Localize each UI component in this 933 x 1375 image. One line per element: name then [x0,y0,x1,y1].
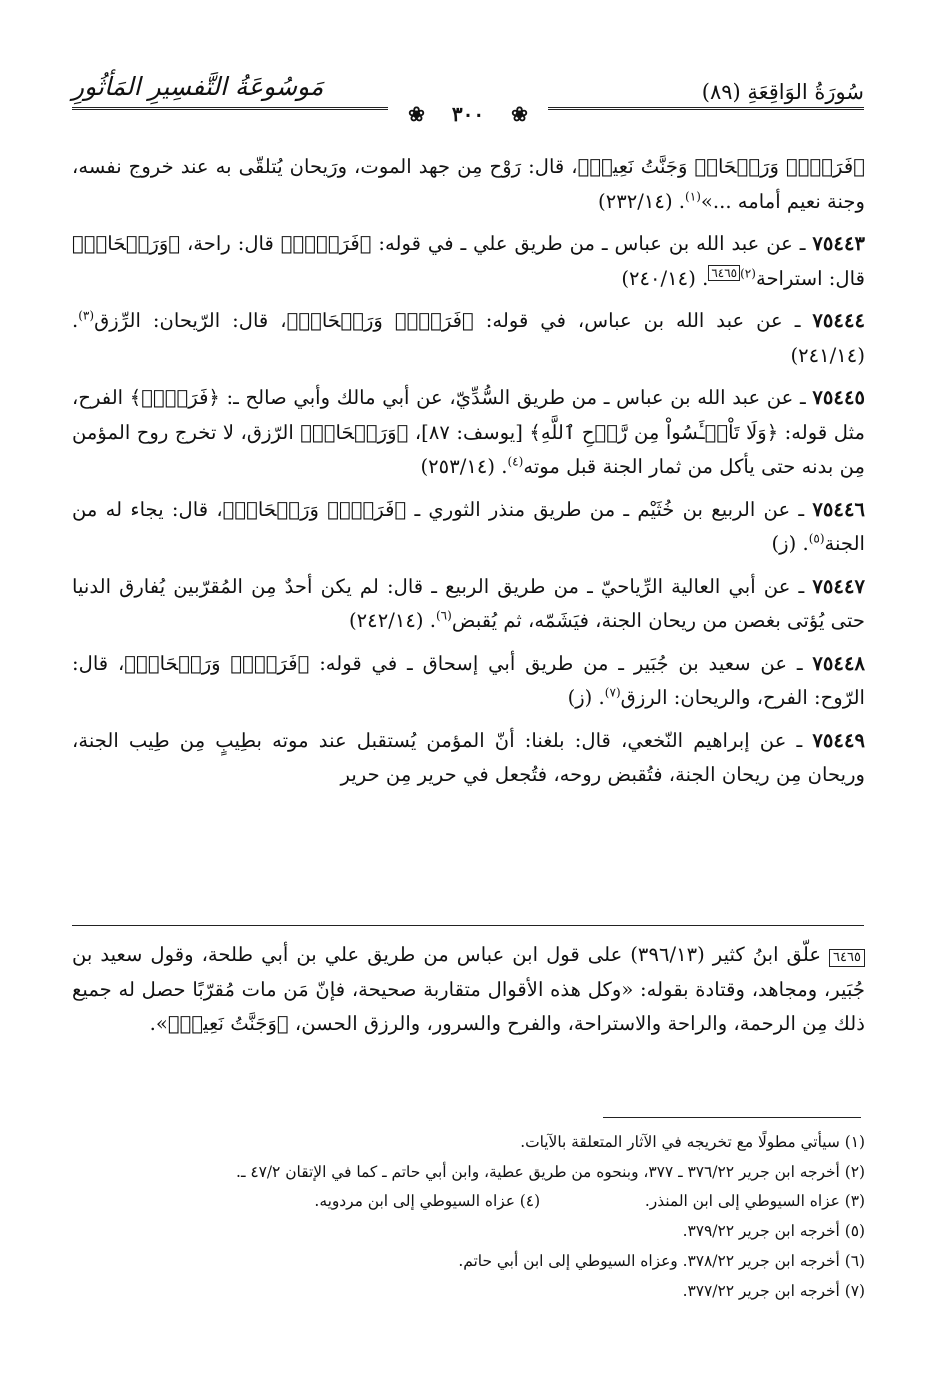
paragraph-text: ـ عن سعيد بن جُبَير ـ من طريق أبي إسحاق ـ في قوله: ﴿فَرَوۡحٞ وَرَيۡحَانٞ﴾، قال: الرّوح: الفرح، والريحان: الرزق [72,651,865,709]
paragraph-text: ﴿فَرَوۡحٞ وَرَيۡحَانٞ وَجَنَّتُ نَعِيمٖ﴾، قال: رَوْح مِن جهد الموت، ورَيحان يُتلقّى به عند خروج نفسه، وجنة نعيم أمامه ...» [72,155,865,213]
narration-number: ٧٥٤٤٥ [812,386,865,409]
footnote: (٣) عزاه السيوطي إلى ابن المنذر. [644,1192,865,1211]
footnote-marker: (٥) [808,531,825,546]
footnote: (٦) أخرجه ابن جرير ٣٧٨/٢٢. وعزاه السيوطي إلى ابن أبي حاتم. [458,1251,865,1270]
paragraph [72,647,865,716]
footnote-marker: (٤) [507,454,524,469]
page-number-frame [388,102,548,126]
ornament-icon: ❀ [398,102,435,126]
narration-number: ٧٥٤٤٨ [812,651,865,675]
paragraph [72,724,865,793]
narration-number: ٧٥٤٤٦ [812,497,865,521]
commentary-note [72,938,865,1042]
footnote: (٧) أخرجه ابن جرير ٣٧٧/٢٢. [682,1281,865,1300]
volume-reference: . (٢٤١/١٤) [72,309,865,367]
paragraph [72,570,865,639]
footnote-marker: (٣) [78,308,95,323]
narration-number: ٧٥٤٤٧ [812,574,865,598]
paragraph-text: ـ عن عبد الله بن عباس ـ من طريق السُّدِّيّ، عن أبي مالك وأبي صالح ـ: ﴿فَرَوۡحٞ﴾ الفرح، مثل قوله: ﴿وَلَا تَاْيۡـَٔسُواْ مِن رَّوۡحِ ٱللَّهِ﴾ [يوسف: ٨٧]، ﴿وَرَيۡحَانٞ﴾ الرّزق، لا تخرج روح المؤمن مِن بدنه حتى يأكل من ثمار الجنة قبل موته [72,386,865,478]
paragraph [72,493,865,562]
volume-reference: . (٢٣٢/١٤) [598,189,686,213]
page-number: ٣٠٠ [442,102,494,126]
narration-number: ٧٥٤٤٩ [812,728,865,752]
footnote-marker: (٧) [604,685,621,700]
footnotes-divider [603,1117,861,1118]
volume-reference: . (٢٤٢/١٤) [348,609,436,632]
footnote-marker: (٢) [740,265,756,280]
volume-reference: . (ز) [567,686,605,709]
paragraph-text: ـ عن الربيع بن خُثَيْم ـ من طريق منذر الثوري ـ ﴿فَرَوۡحٞ وَرَيۡحَانٞ﴾، قال: يجاء له من الجنة [72,497,865,555]
paragraph [72,227,865,296]
volume-reference: . (٢٥٣/١٤) [420,455,508,478]
paragraph-text: ـ عن عبد الله بن عباس ـ من طريق علي ـ في قوله: ﴿فَرَوۡحٞ﴾ قال: راحة، ﴿وَرَيۡحَانٞ﴾ قال: استراحة [72,232,865,290]
footnote: (٥) أخرجه ابن جرير ٣٧٩/٢٢. [682,1222,865,1241]
volume-reference: . (٢٤٠/١٤) [621,266,709,290]
footnote-marker: (١) [685,188,701,203]
footnote: (٤) عزاه السيوطي إلى ابن مردويه. [314,1192,541,1211]
narration-number: ٧٥٤٤٣ [812,232,865,255]
commentary-text: علّق ابنُ كثير (٣٩٦/١٣) على قول ابن عباس من طريق علي بن أبي طلحة، وقول سعيد بن جُبَير، ومجاهد، وقتادة بقوله: «وكل هذه الأقوال متقاربة صحيحة، فإنّ مَن مات مُقرّبًا حصل له جميع ذلك مِن الرحمة، والراحة والاستراحة، والفرح والسرور، والرزق الحسن، ﴿وَجَنَّتُ نَعِيمٖ﴾». [72,943,865,1035]
commentary-number-box: ٦٤٦٥ [829,949,865,967]
footnote: (٢) أخرجه ابن جرير ٣٧٦/٢٢ ـ ٣٧٧، وبنحوه من طريق عطية، وابن أبي حاتم ـ كما في الإتقان ٤٧/٢ ـ. [236,1162,865,1181]
commentary-divider [72,925,864,926]
paragraph-text: ـ عن أبي العالية الرِّياحيّ ـ من طريق الربيع ـ قال: لم يكن أحدٌ مِن المُقرّبين يُفارق الدنيا حتى يُؤتى بغصن من ريحان الجنة، فيَشَمّه، ثم يُقبض [72,574,865,632]
page-header [72,62,864,126]
volume-reference: . (ز) [771,532,809,555]
paragraph-text: ـ عن عبد الله بن عباس، في قوله: ﴿فَرَوۡحٞ وَرَيۡحَانٞ﴾، قال: الرّيحان: الرِّزق [94,309,813,332]
ornament-icon: ❀ [501,102,538,126]
commentary-reference-box: ٦٤٦٥ [708,265,740,281]
footnote-pair [72,1187,865,1217]
paragraph [72,381,865,485]
paragraph [72,304,865,373]
book-title: مَوسُوعَةُ التَّفسِيرِ المَأثُورِ [72,72,324,101]
footnote: (١) سيأتي مطولًا مع تخريجه في الآثار المتعلقة بالآيات. [520,1133,865,1151]
footnote-marker: (٦) [435,608,452,623]
paragraph-text: ـ عن إبراهيم النّخعي، قال: بلغنا: أنّ المؤمن يُستقبل عند موته بطِيبٍ مِن طِيب الجنة، وريحان مِن ريحان الجنة، فتُقبض روحه، فتُجعل في حرير مِن حرير [72,728,865,786]
surah-label: سُورَةُ الوَاقِعَةِ (٨٩) [701,80,864,104]
paragraph [72,150,865,219]
narration-number: ٧٥٤٤٤ [812,309,865,332]
footnotes [72,1128,865,1306]
main-text [72,150,865,801]
